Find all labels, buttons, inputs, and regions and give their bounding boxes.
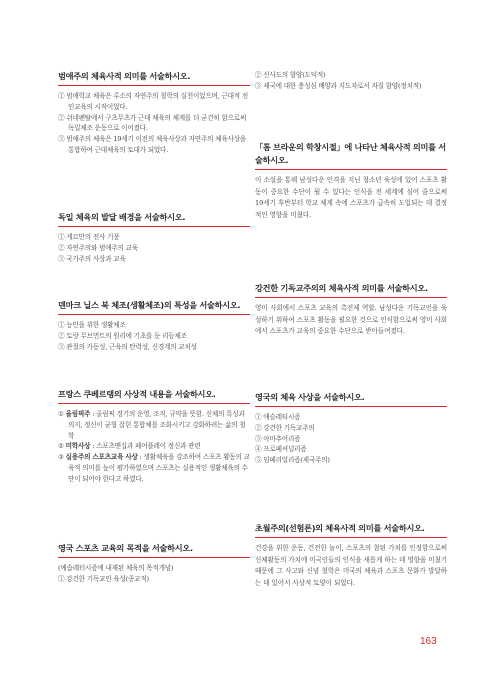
section-muscular-christianity bbox=[255, 282, 447, 338]
list-item: ② 쉬네펜탈에서 구츠무츠가 근대 체육의 체계를 더 굳건히 함으로써 독일체조 운동으로 이어졌다. bbox=[58, 113, 247, 133]
section-heading: 영국의 체육 사상을 서술하시오. bbox=[255, 391, 447, 407]
section-paragraph: 이 소설을 통해 남성다운 인격을 지닌 청소년 육성에 있어 스포츠 활동이 중요한 수단이 될 수 있다는 인식을 전 세계에 심어 줌으로써 19세기 후반부터 학교 체계 속에 스포츠가 급속히 도입되는 데 결정적인 영향을 미쳤다. bbox=[255, 176, 447, 219]
list-item: ③ 범애주의 체육은 19세기 이전의 체육사상과 자연주의 체육사상을 통합하여 근대체육의 토대가 되었다. bbox=[58, 135, 247, 154]
section-heading: 덴마크 닐스 북 체조(생활체조)의 특성을 서술하시오. bbox=[58, 299, 250, 315]
list-item: ③ 관절의 가동성, 근육의 탄력성, 신경계의 교치성 bbox=[58, 342, 197, 351]
section-paragraph: 건강을 위한 운동, 건전한 놀이, 스포츠의 참된 가치를 인정함으로써 신체활동의 가치에 미국인들의 인식을 새롭게 하는 데 영향을 미쳤기 때문에 그 사고와 신념 철학은 미국의 체육과 스포츠 문화가 발달하는 데 있어서 사상적 토양이 되었다. bbox=[255, 544, 447, 587]
section-heading: 프랑스 쿠베르탱의 사상적 내용을 서술하시오. bbox=[58, 388, 250, 404]
list-item: (예습레터시즘에 내재된 체육의 목적개념) bbox=[58, 564, 174, 572]
list-item: ③ 아마추어리즘 bbox=[255, 434, 301, 443]
section-heading: 독일 체육의 발달 배경을 서술하시오. bbox=[58, 211, 250, 227]
section-paragraph: 영미 사회에서 스포츠 교육의 촉진제 역할. 남성다운 기독교인을 육성하기 위하여 스포츠 활동을 필요한 것으로 인식함으로써 영미 사회에서 스포츠가 교육의 중요한 수단으로 받아들여졌다. bbox=[255, 304, 447, 336]
section-heading: 강건한 기독교주의의 체육사적 의미를 서술하시오. bbox=[255, 282, 447, 298]
section-philanthropism bbox=[58, 70, 250, 156]
section-german-pe bbox=[58, 211, 250, 264]
list-item: ② 토랑 무브먼트의 원리에 기초를 둔 리듬체조 bbox=[58, 331, 187, 340]
section-british-sports-education bbox=[58, 542, 250, 585]
list-item: ① 강건한 기독교인 육성(종교적) bbox=[58, 574, 149, 583]
list-item: ① 애슬레티시즘 bbox=[255, 413, 301, 421]
list-item: ① 능민을 위한 생활체조 bbox=[58, 321, 126, 329]
list-item: ⑤ 임페리얼리즘(제국주의) bbox=[255, 456, 330, 465]
list-item: ③ 국가주의 사상과 교육 bbox=[58, 254, 126, 263]
list-item: ③ 제국에 대한 충성심 배양과 지도자로서 자질 함양(정치적) bbox=[255, 81, 422, 90]
list-item: ① 범애학교 체육은 루소의 자연주의 철학의 실천이었으며, 근대적 전인교육의 시작이었다. bbox=[58, 92, 249, 111]
section-heading: 「톰 브라운의 학창시절」에 나타난 체육사적 의미를 서술하시오. bbox=[255, 141, 447, 170]
list-item: ③ 실용주의 스포츠교육 사상 : 생활체육을 강조하여 스포츠 활동의 교육적 의미를 높이 평가하였으며 스포츠는 실용적인 생활체육의 수단이 되어야 한다고 하였다. bbox=[58, 453, 250, 483]
section-coubertin bbox=[58, 388, 250, 485]
section-british-thought bbox=[255, 391, 447, 466]
list-item: ④ 프로페셔널리즘 bbox=[255, 445, 307, 454]
list-item: ① 올림픽주 : 올림픽 경기의 운영, 조직, 규약을 뜻함. 신체의 특성과 의지, 정신이 균형 잡힌 통합체를 조화시키고 강화하려는 삶의 철학 bbox=[58, 410, 246, 440]
list-item: ② 미학사상 : 스포츠맨십과 페어플레이 정신과 관련 bbox=[58, 442, 201, 451]
section-heading: 초월주의(선험론)의 체육사적 의미를 서술하시오. bbox=[255, 522, 447, 538]
list-item: ② 강건한 기독교주의 bbox=[255, 423, 315, 432]
section-tom-brown bbox=[255, 141, 447, 221]
section-danish-gymnastics bbox=[58, 299, 250, 352]
list-item: ② 자연주의와 범애주의 교육 bbox=[58, 243, 138, 252]
list-item: ② 신사도의 함양(도덕적) bbox=[255, 71, 326, 79]
section-heading: 범애주의 체육사적 의미를 서술하시오. bbox=[58, 70, 250, 86]
continued-list bbox=[255, 70, 447, 92]
page-number: 163 bbox=[420, 636, 437, 647]
section-heading: 영국 스포츠 교육의 목적을 서술하시오. bbox=[58, 542, 250, 558]
list-item: ① 게르만의 전사 기풍 bbox=[58, 233, 120, 241]
section-transcendentalism bbox=[255, 522, 447, 589]
